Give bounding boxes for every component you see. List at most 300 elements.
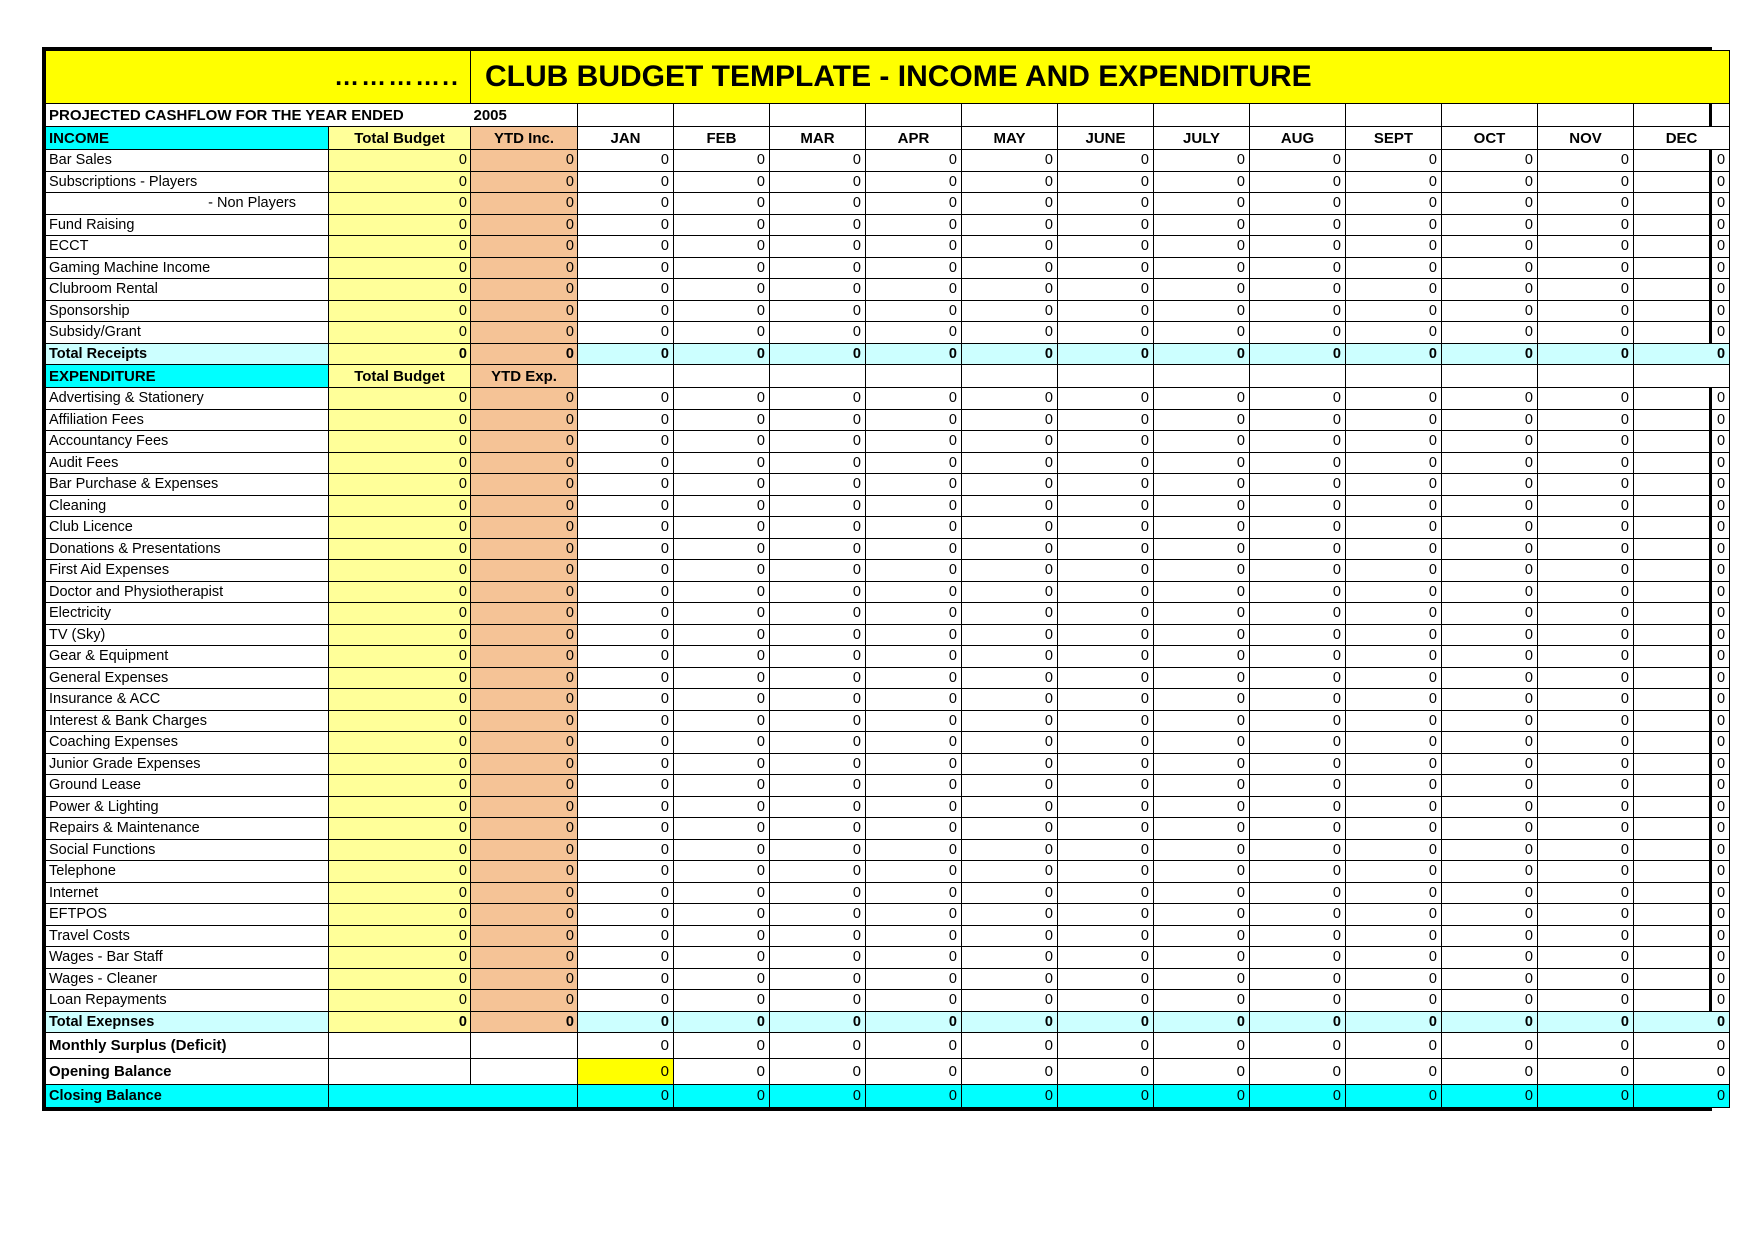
- expenditure-month-cell[interactable]: 0: [1442, 388, 1538, 410]
- income-month-cell[interactable]: 0: [674, 236, 770, 258]
- expenditure-month-cell[interactable]: 0: [1058, 560, 1154, 582]
- expenditure-month-cell[interactable]: 0: [962, 538, 1058, 560]
- expenditure-month-cell[interactable]: 0: [1442, 581, 1538, 603]
- expenditure-month-cell[interactable]: 0: [1250, 388, 1346, 410]
- expenditure-month-cell[interactable]: 0: [962, 839, 1058, 861]
- expenditure-month-cell[interactable]: 0: [1442, 818, 1538, 840]
- expenditure-month-cell[interactable]: 0: [674, 560, 770, 582]
- income-ytd-cell[interactable]: 0: [471, 257, 578, 279]
- income-month-cell[interactable]: 0: [866, 171, 962, 193]
- expenditure-month-cell[interactable]: 0: [674, 861, 770, 883]
- expenditure-total-budget-cell[interactable]: 0: [329, 689, 471, 711]
- income-month-cell[interactable]: 0: [1634, 322, 1730, 344]
- expenditure-month-cell[interactable]: 0: [1634, 431, 1730, 453]
- expenditure-month-cell[interactable]: 0: [770, 710, 866, 732]
- closing-balance-month-cell[interactable]: 0: [770, 1085, 866, 1108]
- expenditure-month-cell[interactable]: 0: [866, 495, 962, 517]
- expenditure-month-cell[interactable]: 0: [1634, 839, 1730, 861]
- expenditure-month-cell[interactable]: 0: [674, 603, 770, 625]
- income-month-cell[interactable]: 0: [1250, 257, 1346, 279]
- income-month-cell[interactable]: 0: [674, 214, 770, 236]
- expenditure-month-cell[interactable]: 0: [962, 495, 1058, 517]
- income-month-cell[interactable]: 0: [1442, 279, 1538, 301]
- opening-balance-month-cell[interactable]: 0: [962, 1059, 1058, 1085]
- income-month-cell[interactable]: 0: [962, 193, 1058, 215]
- income-month-cell[interactable]: 0: [1538, 150, 1634, 172]
- expenditure-month-cell[interactable]: 0: [1634, 409, 1730, 431]
- expenditure-month-cell[interactable]: 0: [1154, 753, 1250, 775]
- expenditure-month-cell[interactable]: 0: [1442, 517, 1538, 539]
- expenditure-month-cell[interactable]: 0: [1346, 990, 1442, 1012]
- expenditure-month-cell[interactable]: 0: [1346, 388, 1442, 410]
- income-month-cell[interactable]: 0: [1442, 193, 1538, 215]
- closing-balance-month-cell[interactable]: 0: [1058, 1085, 1154, 1108]
- expenditure-month-cell[interactable]: 0: [674, 538, 770, 560]
- income-ytd-cell[interactable]: 0: [471, 300, 578, 322]
- income-month-cell[interactable]: 0: [1154, 150, 1250, 172]
- expenditure-month-cell[interactable]: 0: [962, 990, 1058, 1012]
- expenditure-month-cell[interactable]: 0: [1154, 710, 1250, 732]
- expenditure-month-cell[interactable]: 0: [1250, 753, 1346, 775]
- expenditure-month-cell[interactable]: 0: [674, 388, 770, 410]
- expenditure-month-cell[interactable]: 0: [1538, 689, 1634, 711]
- expenditure-month-cell[interactable]: 0: [674, 882, 770, 904]
- expenditure-month-cell[interactable]: 0: [578, 732, 674, 754]
- expenditure-month-cell[interactable]: 0: [578, 796, 674, 818]
- expenditure-month-cell[interactable]: 0: [1538, 388, 1634, 410]
- income-month-cell[interactable]: 0: [1346, 150, 1442, 172]
- expenditure-month-cell[interactable]: 0: [1442, 732, 1538, 754]
- expenditure-month-cell[interactable]: 0: [1538, 431, 1634, 453]
- expenditure-month-cell[interactable]: 0: [578, 431, 674, 453]
- expenditure-month-cell[interactable]: 0: [1346, 646, 1442, 668]
- expenditure-month-cell[interactable]: 0: [1442, 753, 1538, 775]
- expenditure-month-cell[interactable]: 0: [770, 452, 866, 474]
- expenditure-month-cell[interactable]: 0: [1538, 925, 1634, 947]
- income-month-cell[interactable]: 0: [1250, 236, 1346, 258]
- closing-balance-month-cell[interactable]: 0: [1346, 1085, 1442, 1108]
- income-month-cell[interactable]: 0: [866, 193, 962, 215]
- income-month-cell[interactable]: 0: [1634, 150, 1730, 172]
- expenditure-month-cell[interactable]: 0: [962, 775, 1058, 797]
- closing-balance-month-cell[interactable]: 0: [1250, 1085, 1346, 1108]
- income-month-cell[interactable]: 0: [578, 171, 674, 193]
- expenditure-month-cell[interactable]: 0: [1538, 968, 1634, 990]
- expenditure-month-cell[interactable]: 0: [1634, 689, 1730, 711]
- income-ytd-cell[interactable]: 0: [471, 279, 578, 301]
- opening-balance-month-cell[interactable]: 0: [1538, 1059, 1634, 1085]
- expenditure-month-cell[interactable]: 0: [770, 624, 866, 646]
- expenditure-month-cell[interactable]: 0: [1442, 990, 1538, 1012]
- expenditure-month-cell[interactable]: 0: [1346, 882, 1442, 904]
- monthly-surplus-month-cell[interactable]: 0: [1442, 1033, 1538, 1059]
- expenditure-month-cell[interactable]: 0: [1154, 689, 1250, 711]
- expenditure-total-budget-cell[interactable]: 0: [329, 388, 471, 410]
- expenditure-month-cell[interactable]: 0: [1538, 538, 1634, 560]
- expenditure-ytd-cell[interactable]: 0: [471, 990, 578, 1012]
- expenditure-month-cell[interactable]: 0: [1058, 947, 1154, 969]
- expenditure-month-cell[interactable]: 0: [1634, 882, 1730, 904]
- income-month-cell[interactable]: 0: [1058, 236, 1154, 258]
- expenditure-total-budget-cell[interactable]: 0: [329, 796, 471, 818]
- expenditure-month-cell[interactable]: 0: [770, 775, 866, 797]
- income-month-cell[interactable]: 0: [1346, 193, 1442, 215]
- expenditure-month-cell[interactable]: 0: [1634, 732, 1730, 754]
- expenditure-month-cell[interactable]: 0: [1346, 925, 1442, 947]
- expenditure-month-cell[interactable]: 0: [962, 882, 1058, 904]
- expenditure-month-cell[interactable]: 0: [578, 710, 674, 732]
- expenditure-month-cell[interactable]: 0: [770, 646, 866, 668]
- income-month-cell[interactable]: 0: [962, 257, 1058, 279]
- income-total-budget-cell[interactable]: 0: [329, 236, 471, 258]
- expenditure-month-cell[interactable]: 0: [770, 667, 866, 689]
- expenditure-month-cell[interactable]: 0: [1346, 495, 1442, 517]
- expenditure-ytd-cell[interactable]: 0: [471, 904, 578, 926]
- expenditure-month-cell[interactable]: 0: [1058, 388, 1154, 410]
- expenditure-month-cell[interactable]: 0: [1250, 667, 1346, 689]
- expenditure-month-cell[interactable]: 0: [1154, 968, 1250, 990]
- expenditure-month-cell[interactable]: 0: [1058, 474, 1154, 496]
- expenditure-month-cell[interactable]: 0: [1634, 560, 1730, 582]
- income-month-cell[interactable]: 0: [578, 322, 674, 344]
- expenditure-month-cell[interactable]: 0: [1538, 581, 1634, 603]
- expenditure-month-cell[interactable]: 0: [578, 689, 674, 711]
- expenditure-month-cell[interactable]: 0: [1250, 839, 1346, 861]
- expenditure-total-budget-cell[interactable]: 0: [329, 904, 471, 926]
- income-month-cell[interactable]: 0: [770, 236, 866, 258]
- income-month-cell[interactable]: 0: [578, 150, 674, 172]
- expenditure-month-cell[interactable]: 0: [866, 753, 962, 775]
- expenditure-month-cell[interactable]: 0: [1538, 667, 1634, 689]
- expenditure-month-cell[interactable]: 0: [1634, 667, 1730, 689]
- expenditure-month-cell[interactable]: 0: [674, 667, 770, 689]
- income-month-cell[interactable]: 0: [866, 236, 962, 258]
- income-month-cell[interactable]: 0: [674, 193, 770, 215]
- expenditure-month-cell[interactable]: 0: [1634, 646, 1730, 668]
- expenditure-month-cell[interactable]: 0: [1634, 990, 1730, 1012]
- expenditure-month-cell[interactable]: 0: [1058, 581, 1154, 603]
- expenditure-month-cell[interactable]: 0: [866, 538, 962, 560]
- expenditure-month-cell[interactable]: 0: [866, 925, 962, 947]
- expenditure-month-cell[interactable]: 0: [1250, 796, 1346, 818]
- expenditure-month-cell[interactable]: 0: [1154, 818, 1250, 840]
- income-month-cell[interactable]: 0: [1058, 171, 1154, 193]
- closing-balance-month-cell[interactable]: 0: [578, 1085, 674, 1108]
- expenditure-month-cell[interactable]: 0: [866, 560, 962, 582]
- expenditure-month-cell[interactable]: 0: [1058, 796, 1154, 818]
- income-month-cell[interactable]: 0: [1250, 193, 1346, 215]
- monthly-surplus-month-cell[interactable]: 0: [1250, 1033, 1346, 1059]
- expenditure-total-budget-cell[interactable]: 0: [329, 753, 471, 775]
- expenditure-month-cell[interactable]: 0: [1634, 452, 1730, 474]
- expenditure-month-cell[interactable]: 0: [1154, 431, 1250, 453]
- expenditure-month-cell[interactable]: 0: [1250, 474, 1346, 496]
- expenditure-ytd-cell[interactable]: 0: [471, 689, 578, 711]
- expenditure-month-cell[interactable]: 0: [1058, 839, 1154, 861]
- income-month-cell[interactable]: 0: [1346, 322, 1442, 344]
- expenditure-month-cell[interactable]: 0: [962, 710, 1058, 732]
- expenditure-month-cell[interactable]: 0: [1058, 495, 1154, 517]
- closing-balance-month-cell[interactable]: 0: [962, 1085, 1058, 1108]
- opening-balance-month-cell[interactable]: 0: [1250, 1059, 1346, 1085]
- expenditure-month-cell[interactable]: 0: [1058, 517, 1154, 539]
- expenditure-month-cell[interactable]: 0: [866, 710, 962, 732]
- income-month-cell[interactable]: 0: [770, 150, 866, 172]
- expenditure-month-cell[interactable]: 0: [1346, 581, 1442, 603]
- expenditure-month-cell[interactable]: 0: [866, 904, 962, 926]
- expenditure-month-cell[interactable]: 0: [866, 667, 962, 689]
- expenditure-month-cell[interactable]: 0: [1346, 538, 1442, 560]
- expenditure-month-cell[interactable]: 0: [1538, 495, 1634, 517]
- income-ytd-cell[interactable]: 0: [471, 236, 578, 258]
- expenditure-month-cell[interactable]: 0: [1058, 710, 1154, 732]
- monthly-surplus-month-cell[interactable]: 0: [1538, 1033, 1634, 1059]
- expenditure-month-cell[interactable]: 0: [1154, 925, 1250, 947]
- expenditure-month-cell[interactable]: 0: [962, 689, 1058, 711]
- income-month-cell[interactable]: 0: [770, 322, 866, 344]
- expenditure-total-budget-cell[interactable]: 0: [329, 968, 471, 990]
- expenditure-month-cell[interactable]: 0: [1250, 409, 1346, 431]
- expenditure-month-cell[interactable]: 0: [674, 495, 770, 517]
- expenditure-month-cell[interactable]: 0: [1538, 861, 1634, 883]
- expenditure-month-cell[interactable]: 0: [770, 689, 866, 711]
- expenditure-month-cell[interactable]: 0: [1250, 517, 1346, 539]
- expenditure-month-cell[interactable]: 0: [962, 581, 1058, 603]
- expenditure-month-cell[interactable]: 0: [1442, 646, 1538, 668]
- expenditure-total-budget-cell[interactable]: 0: [329, 474, 471, 496]
- expenditure-month-cell[interactable]: 0: [1250, 947, 1346, 969]
- expenditure-month-cell[interactable]: 0: [1442, 560, 1538, 582]
- expenditure-total-budget-cell[interactable]: 0: [329, 431, 471, 453]
- expenditure-total-budget-cell[interactable]: 0: [329, 732, 471, 754]
- expenditure-month-cell[interactable]: 0: [962, 667, 1058, 689]
- income-month-cell[interactable]: 0: [1154, 171, 1250, 193]
- income-month-cell[interactable]: 0: [1442, 214, 1538, 236]
- expenditure-month-cell[interactable]: 0: [1442, 495, 1538, 517]
- expenditure-month-cell[interactable]: 0: [866, 689, 962, 711]
- expenditure-ytd-cell[interactable]: 0: [471, 517, 578, 539]
- expenditure-month-cell[interactable]: 0: [1154, 732, 1250, 754]
- expenditure-ytd-cell[interactable]: 0: [471, 431, 578, 453]
- expenditure-month-cell[interactable]: 0: [1442, 861, 1538, 883]
- expenditure-month-cell[interactable]: 0: [962, 646, 1058, 668]
- income-month-cell[interactable]: 0: [866, 300, 962, 322]
- expenditure-month-cell[interactable]: 0: [770, 882, 866, 904]
- expenditure-month-cell[interactable]: 0: [866, 388, 962, 410]
- expenditure-month-cell[interactable]: 0: [962, 732, 1058, 754]
- expenditure-month-cell[interactable]: 0: [866, 603, 962, 625]
- expenditure-month-cell[interactable]: 0: [962, 925, 1058, 947]
- expenditure-month-cell[interactable]: 0: [674, 990, 770, 1012]
- income-month-cell[interactable]: 0: [674, 150, 770, 172]
- expenditure-month-cell[interactable]: 0: [770, 732, 866, 754]
- expenditure-total-budget-cell[interactable]: 0: [329, 495, 471, 517]
- opening-balance-month-cell[interactable]: 0: [1154, 1059, 1250, 1085]
- expenditure-month-cell[interactable]: 0: [1634, 474, 1730, 496]
- expenditure-month-cell[interactable]: 0: [1346, 667, 1442, 689]
- expenditure-month-cell[interactable]: 0: [1538, 560, 1634, 582]
- expenditure-month-cell[interactable]: 0: [1538, 775, 1634, 797]
- expenditure-total-budget-cell[interactable]: 0: [329, 882, 471, 904]
- income-month-cell[interactable]: 0: [1250, 214, 1346, 236]
- expenditure-month-cell[interactable]: 0: [1634, 495, 1730, 517]
- expenditure-month-cell[interactable]: 0: [578, 409, 674, 431]
- expenditure-month-cell[interactable]: 0: [1346, 839, 1442, 861]
- income-month-cell[interactable]: 0: [1538, 193, 1634, 215]
- income-month-cell[interactable]: 0: [1538, 300, 1634, 322]
- expenditure-month-cell[interactable]: 0: [1346, 603, 1442, 625]
- expenditure-total-budget-cell[interactable]: 0: [329, 452, 471, 474]
- expenditure-month-cell[interactable]: 0: [1346, 861, 1442, 883]
- expenditure-month-cell[interactable]: 0: [1250, 732, 1346, 754]
- income-month-cell[interactable]: 0: [1634, 214, 1730, 236]
- expenditure-ytd-cell[interactable]: 0: [471, 753, 578, 775]
- expenditure-month-cell[interactable]: 0: [866, 796, 962, 818]
- opening-balance-month-cell[interactable]: 0: [674, 1059, 770, 1085]
- expenditure-month-cell[interactable]: 0: [1058, 882, 1154, 904]
- expenditure-month-cell[interactable]: 0: [1058, 646, 1154, 668]
- closing-balance-month-cell[interactable]: 0: [1634, 1085, 1730, 1108]
- expenditure-month-cell[interactable]: 0: [1154, 495, 1250, 517]
- income-month-cell[interactable]: 0: [1346, 279, 1442, 301]
- expenditure-ytd-cell[interactable]: 0: [471, 624, 578, 646]
- expenditure-month-cell[interactable]: 0: [770, 409, 866, 431]
- expenditure-month-cell[interactable]: 0: [1250, 495, 1346, 517]
- income-month-cell[interactable]: 0: [1250, 279, 1346, 301]
- expenditure-month-cell[interactable]: 0: [578, 818, 674, 840]
- expenditure-month-cell[interactable]: 0: [1634, 624, 1730, 646]
- expenditure-ytd-cell[interactable]: 0: [471, 925, 578, 947]
- expenditure-month-cell[interactable]: 0: [1538, 452, 1634, 474]
- expenditure-month-cell[interactable]: 0: [1634, 388, 1730, 410]
- expenditure-month-cell[interactable]: 0: [578, 904, 674, 926]
- expenditure-month-cell[interactable]: 0: [1058, 667, 1154, 689]
- income-month-cell[interactable]: 0: [674, 257, 770, 279]
- expenditure-total-budget-cell[interactable]: 0: [329, 818, 471, 840]
- expenditure-total-budget-cell[interactable]: 0: [329, 710, 471, 732]
- income-total-budget-cell[interactable]: 0: [329, 322, 471, 344]
- expenditure-month-cell[interactable]: 0: [1346, 968, 1442, 990]
- expenditure-month-cell[interactable]: 0: [674, 775, 770, 797]
- income-month-cell[interactable]: 0: [1442, 322, 1538, 344]
- expenditure-month-cell[interactable]: 0: [1058, 409, 1154, 431]
- expenditure-month-cell[interactable]: 0: [866, 409, 962, 431]
- income-month-cell[interactable]: 0: [1538, 236, 1634, 258]
- expenditure-month-cell[interactable]: 0: [1250, 904, 1346, 926]
- expenditure-month-cell[interactable]: 0: [674, 947, 770, 969]
- expenditure-month-cell[interactable]: 0: [1538, 839, 1634, 861]
- expenditure-month-cell[interactable]: 0: [1538, 409, 1634, 431]
- expenditure-month-cell[interactable]: 0: [1538, 947, 1634, 969]
- expenditure-month-cell[interactable]: 0: [770, 495, 866, 517]
- income-month-cell[interactable]: 0: [1634, 193, 1730, 215]
- income-month-cell[interactable]: 0: [578, 214, 674, 236]
- expenditure-month-cell[interactable]: 0: [1250, 968, 1346, 990]
- expenditure-month-cell[interactable]: 0: [962, 753, 1058, 775]
- expenditure-month-cell[interactable]: 0: [578, 388, 674, 410]
- expenditure-month-cell[interactable]: 0: [578, 474, 674, 496]
- expenditure-month-cell[interactable]: 0: [1538, 710, 1634, 732]
- expenditure-month-cell[interactable]: 0: [578, 452, 674, 474]
- income-total-budget-cell[interactable]: 0: [329, 193, 471, 215]
- expenditure-month-cell[interactable]: 0: [1634, 581, 1730, 603]
- opening-balance-month-cell[interactable]: 0: [1346, 1059, 1442, 1085]
- monthly-surplus-month-cell[interactable]: 0: [866, 1033, 962, 1059]
- monthly-surplus-month-cell[interactable]: 0: [1154, 1033, 1250, 1059]
- expenditure-month-cell[interactable]: 0: [1538, 882, 1634, 904]
- expenditure-month-cell[interactable]: 0: [866, 947, 962, 969]
- expenditure-total-budget-cell[interactable]: 0: [329, 624, 471, 646]
- expenditure-month-cell[interactable]: 0: [866, 646, 962, 668]
- income-month-cell[interactable]: 0: [962, 171, 1058, 193]
- expenditure-month-cell[interactable]: 0: [578, 517, 674, 539]
- expenditure-ytd-cell[interactable]: 0: [471, 732, 578, 754]
- income-month-cell[interactable]: 0: [962, 322, 1058, 344]
- expenditure-month-cell[interactable]: 0: [1154, 861, 1250, 883]
- expenditure-ytd-cell[interactable]: 0: [471, 947, 578, 969]
- income-month-cell[interactable]: 0: [1538, 214, 1634, 236]
- expenditure-month-cell[interactable]: 0: [770, 818, 866, 840]
- expenditure-month-cell[interactable]: 0: [578, 753, 674, 775]
- expenditure-total-budget-cell[interactable]: 0: [329, 517, 471, 539]
- income-month-cell[interactable]: 0: [962, 150, 1058, 172]
- expenditure-month-cell[interactable]: 0: [1154, 646, 1250, 668]
- expenditure-month-cell[interactable]: 0: [578, 947, 674, 969]
- expenditure-total-budget-cell[interactable]: 0: [329, 581, 471, 603]
- expenditure-month-cell[interactable]: 0: [1442, 538, 1538, 560]
- income-month-cell[interactable]: 0: [1346, 257, 1442, 279]
- expenditure-month-cell[interactable]: 0: [674, 646, 770, 668]
- expenditure-month-cell[interactable]: 0: [1442, 925, 1538, 947]
- expenditure-month-cell[interactable]: 0: [1154, 538, 1250, 560]
- expenditure-month-cell[interactable]: 0: [1154, 560, 1250, 582]
- expenditure-month-cell[interactable]: 0: [1634, 861, 1730, 883]
- expenditure-month-cell[interactable]: 0: [770, 753, 866, 775]
- expenditure-ytd-cell[interactable]: 0: [471, 839, 578, 861]
- expenditure-month-cell[interactable]: 0: [770, 925, 866, 947]
- expenditure-month-cell[interactable]: 0: [1538, 796, 1634, 818]
- expenditure-month-cell[interactable]: 0: [674, 624, 770, 646]
- expenditure-month-cell[interactable]: 0: [866, 968, 962, 990]
- expenditure-month-cell[interactable]: 0: [1058, 624, 1154, 646]
- expenditure-month-cell[interactable]: 0: [1250, 925, 1346, 947]
- income-month-cell[interactable]: 0: [866, 279, 962, 301]
- expenditure-month-cell[interactable]: 0: [770, 839, 866, 861]
- expenditure-month-cell[interactable]: 0: [1346, 689, 1442, 711]
- income-month-cell[interactable]: 0: [770, 300, 866, 322]
- expenditure-month-cell[interactable]: 0: [578, 990, 674, 1012]
- expenditure-month-cell[interactable]: 0: [674, 431, 770, 453]
- opening-balance-month-cell[interactable]: 0: [770, 1059, 866, 1085]
- income-month-cell[interactable]: 0: [1634, 236, 1730, 258]
- expenditure-month-cell[interactable]: 0: [674, 753, 770, 775]
- income-month-cell[interactable]: 0: [578, 236, 674, 258]
- expenditure-month-cell[interactable]: 0: [1442, 947, 1538, 969]
- expenditure-month-cell[interactable]: 0: [674, 968, 770, 990]
- expenditure-month-cell[interactable]: 0: [962, 474, 1058, 496]
- income-ytd-cell[interactable]: 0: [471, 322, 578, 344]
- income-total-budget-cell[interactable]: 0: [329, 279, 471, 301]
- income-month-cell[interactable]: 0: [578, 300, 674, 322]
- expenditure-month-cell[interactable]: 0: [866, 882, 962, 904]
- expenditure-month-cell[interactable]: 0: [962, 409, 1058, 431]
- expenditure-month-cell[interactable]: 0: [770, 861, 866, 883]
- expenditure-month-cell[interactable]: 0: [1634, 968, 1730, 990]
- expenditure-month-cell[interactable]: 0: [1346, 710, 1442, 732]
- expenditure-month-cell[interactable]: 0: [866, 581, 962, 603]
- income-month-cell[interactable]: 0: [674, 322, 770, 344]
- income-month-cell[interactable]: 0: [1058, 150, 1154, 172]
